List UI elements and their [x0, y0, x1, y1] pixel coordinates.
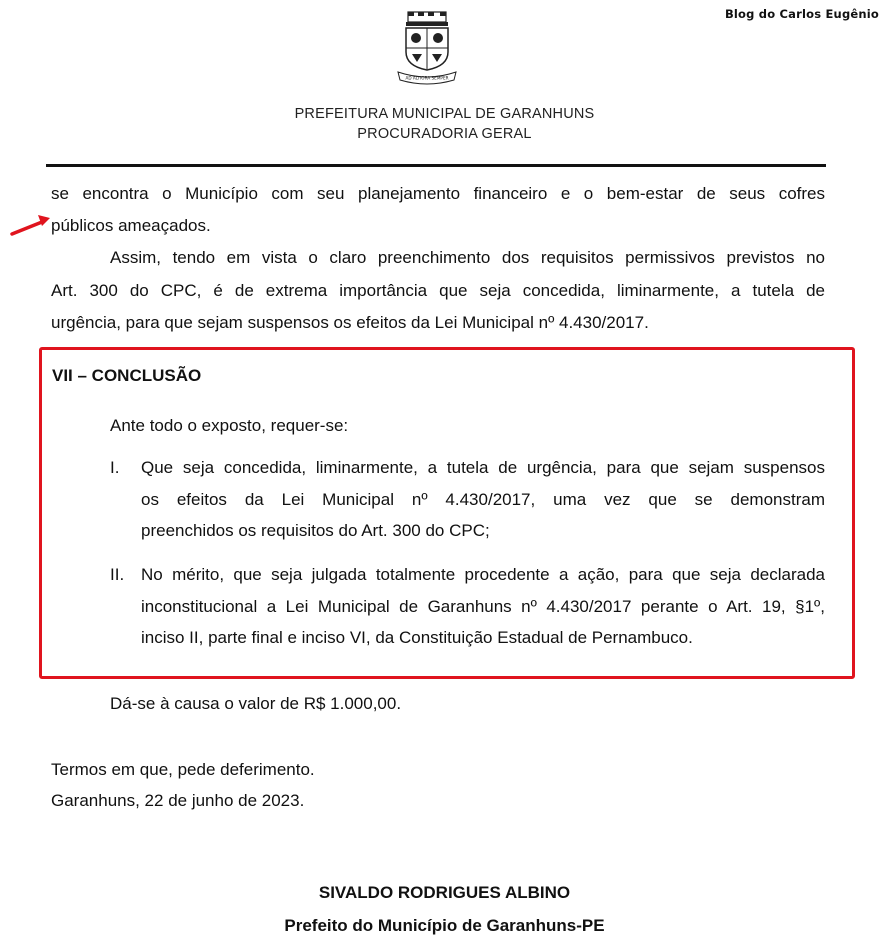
crown-icon [406, 12, 448, 26]
header-divider [46, 164, 826, 167]
motto-ribbon [398, 72, 456, 84]
red-arrow-icon [10, 212, 52, 238]
place-and-date: Garanhuns, 22 de junho de 2023. [51, 791, 305, 810]
municipal-coat-of-arms [396, 8, 458, 86]
blog-watermark: Blog do Carlos Eugênio [724, 7, 879, 21]
item-1-number: I. [110, 458, 120, 477]
item-1-line-3: preenchidos os requisitos do Art. 300 do CPC; [141, 521, 490, 540]
paragraph-1-line-2: públicos ameaçados. [51, 216, 211, 235]
signatory-role: Prefeito do Município de Garanhuns-PE [284, 916, 605, 935]
case-value: Dá-se à causa o valor de R$ 1.000,00. [110, 694, 402, 713]
paragraph-1-line-1: se encontra o Município com seu planejamento financeiro e o bem-estar de seus cofres [51, 184, 825, 203]
header-prefeitura: PREFEITURA MUNICIPAL DE GARANHUNS [294, 106, 595, 122]
signatory-name: SIVALDO RODRIGUES ALBINO [318, 883, 571, 902]
conclusion-intro: Ante todo o exposto, requer-se: [110, 416, 349, 435]
paragraph-2-line-1: Assim, tendo em vista o claro preenchimento dos requisitos permissivos previstos no [110, 248, 825, 267]
shield-icon [406, 28, 448, 70]
section-title-conclusao: VII – CONCLUSÃO [52, 366, 202, 385]
item-2-line-3: inciso II, parte final e inciso VI, da Constituição Estadual de Pernambuco. [141, 628, 693, 647]
item-1-line-2: os efeitos da Lei Municipal nº 4.430/2017, uma vez que se demonstram [141, 490, 825, 509]
svg-text:AD ALTIORA SEMPER: AD ALTIORA SEMPER [405, 75, 449, 81]
item-1-line-1: Que seja concedida, liminarmente, a tutela de urgência, para que sejam suspensos [141, 458, 825, 477]
closing-terms: Termos em que, pede deferimento. [51, 760, 315, 779]
header-procuradoria: PROCURADORIA GERAL [357, 126, 532, 142]
item-2-line-2: inconstitucional a Lei Municipal de Garanhuns nº 4.430/2017 perante o Art. 19, §1º, [141, 597, 825, 616]
item-2-line-1: No mérito, que seja julgada totalmente procedente a ação, para que seja declarada [141, 565, 825, 584]
item-2-number: II. [110, 565, 125, 584]
paragraph-2-line-2: Art. 300 do CPC, é de extrema importância que seja concedida, liminarmente, a tutela de [51, 281, 825, 300]
paragraph-2-line-3: urgência, para que sejam suspensos os efeitos da Lei Municipal nº 4.430/2017. [51, 313, 649, 332]
